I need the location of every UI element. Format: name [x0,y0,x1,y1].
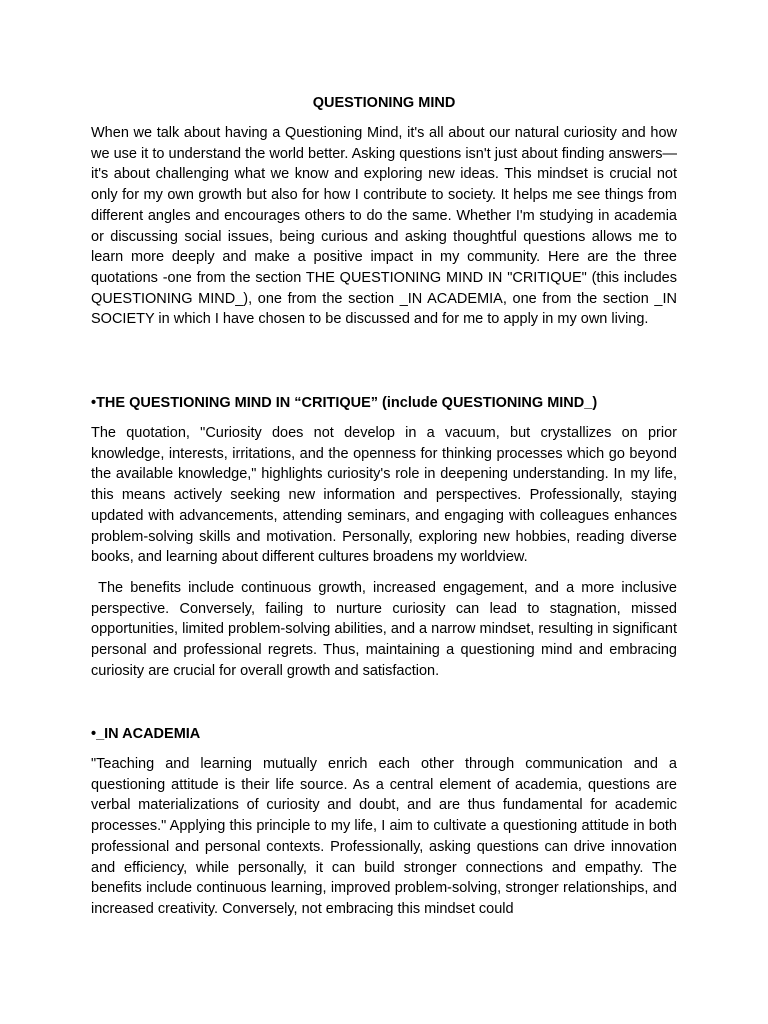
section-heading-critique: •THE QUESTIONING MIND IN “CRITIQUE” (include QUESTIONING MIND_) [91,395,598,411]
section-heading-academia: •_IN ACADEMIA [91,726,201,742]
critique-paragraph-2: The benefits include continuous growth, increased engagement, and a more inclusive perspective. Conversely, failing to nurture curiosity can lead to stagnation, missed opportunities, limited problem-solving abilities, and a narrow mindset, resulting in significant personal and professional regrets. Thus, maintaining a questioning mind and embracing curiosity are crucial for overall growth and satisfaction. [91,580,682,679]
intro-paragraph: When we talk about having a Questioning Mind, it's all about our natural curiosity and how we use it to understand the world better. Asking questions isn't just about finding answers—it's about challenging what we know and exploring new ideas. This mindset is crucial not only for my own growth but also for how I contribute to society. It helps me see things from different angles and encourages others to do the same. Whether I'm studying in academia or discussing social issues, being curious and asking thoughtful questions allows me to learn more deeply and make a positive impact in my community. Here are the three quotations -one from the section THE QUESTIONING MIND IN "CRITIQUE" (this includes QUESTIONING MIND_), one from the section _IN ACADEMIA, one from the section _IN SOCIETY in which I have chosen to be discussed and for me to apply in my own living. [91,125,677,328]
document-title: QUESTIONING MIND [312,95,456,111]
critique-paragraph-1: The quotation, "Curiosity does not develop in a vacuum, but crystallizes on prior knowledge, interests, irritations, and the openness for thinking processes which go beyond the available knowledge," highlights curiosity's role in deepening understanding. In my life, this means actively seeking new information and perspectives. Professionally, staying updated with advancements, attending seminars, and engaging with colleagues enhances problem-solving skills and motivation. Personally, exploring new hobbies, reading diverse books, and learning about different cultures broadens my worldview. [91,425,677,566]
academia-paragraph-1: "Teaching and learning mutually enrich each other through communication and a questioning attitude is their life source. As a central element of academia, questions are verbal materializations of curiosity and doubt, and are thus fundamental for academic processes." Applying this principle to my life, I aim to cultivate a questioning attitude in both professional and personal contexts. Professionally, asking questions can drive innovation and efficiency, while personally, it can build stronger connections and empathy. The benefits include continuous learning, improved problem-solving, stronger relationships, and increased creativity. Conversely, not embracing this mindset could [91,756,677,917]
